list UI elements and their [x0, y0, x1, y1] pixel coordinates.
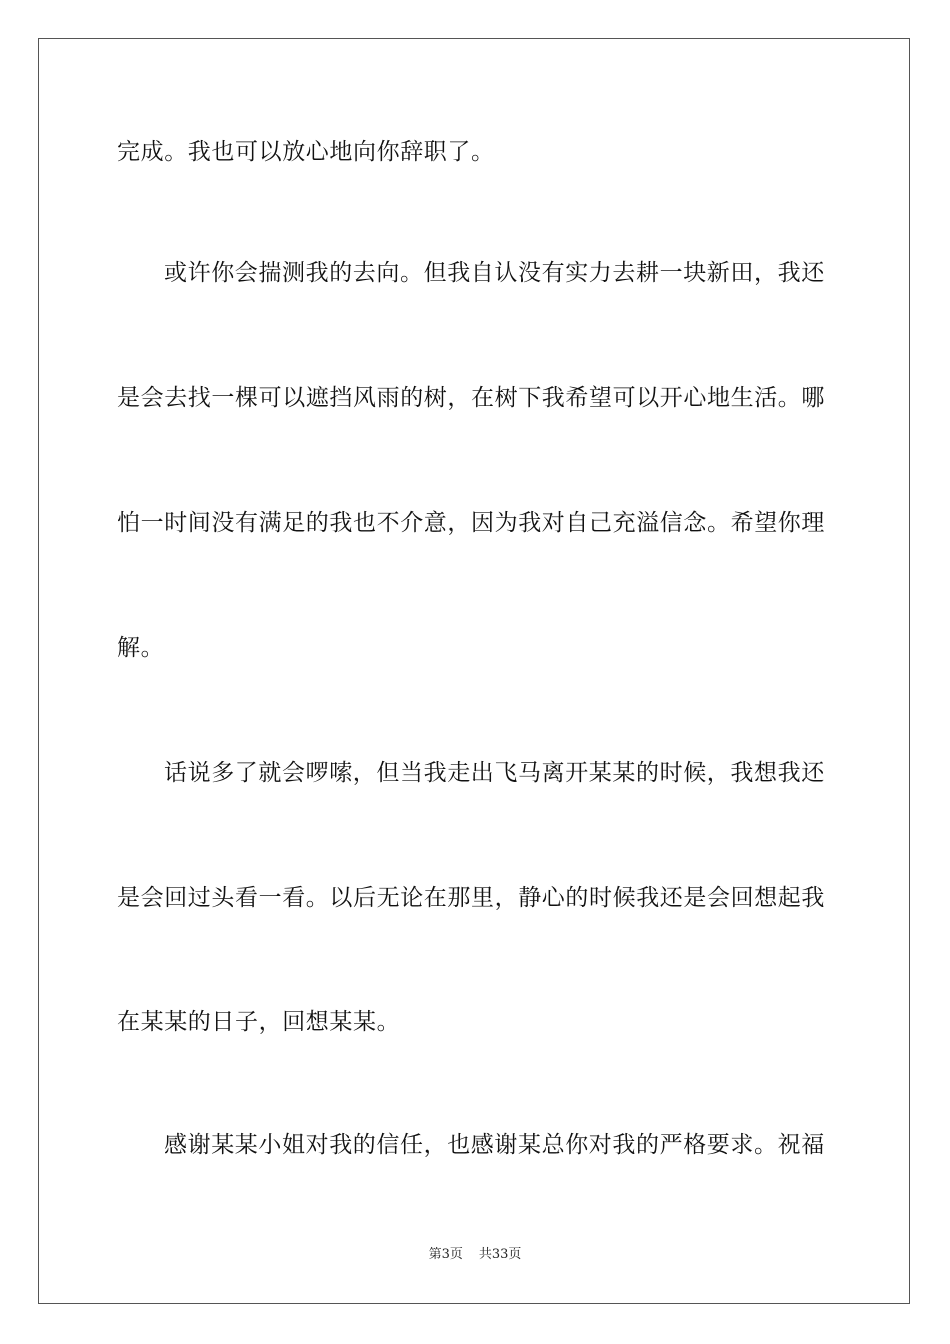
- page-number: 第3页: [428, 1247, 463, 1262]
- body-line-4: 怕一时间没有满足的我也不介意，因为我对自己充溢信念。希望你理: [117, 510, 825, 536]
- body-line-3: 是会去找一棵可以遮挡风雨的树，在树下我希望可以开心地生活。哪: [117, 385, 825, 411]
- body-line-9: 感谢某某小姐对我的信任，也感谢某总你对我的严格要求。祝福: [164, 1132, 825, 1158]
- body-line-1: 完成。我也可以放心地向你辞职了。: [117, 139, 495, 165]
- body-line-6: 话说多了就会啰嗦，但当我走出飞马离开某某的时候，我想我还: [164, 760, 825, 786]
- body-line-7: 是会回过头看一看。以后无论在那里，静心的时候我还是会回想起我: [117, 885, 825, 911]
- page-total: 共33页: [478, 1247, 522, 1262]
- body-line-5: 解。: [117, 635, 165, 661]
- body-line-2: 或许你会揣测我的去向。但我自认没有实力去耕一块新田，我还: [164, 260, 825, 286]
- page-footer: [0, 1246, 950, 1264]
- body-line-8: 在某某的日子，回想某某。: [117, 1009, 401, 1035]
- page-frame: [38, 38, 910, 1304]
